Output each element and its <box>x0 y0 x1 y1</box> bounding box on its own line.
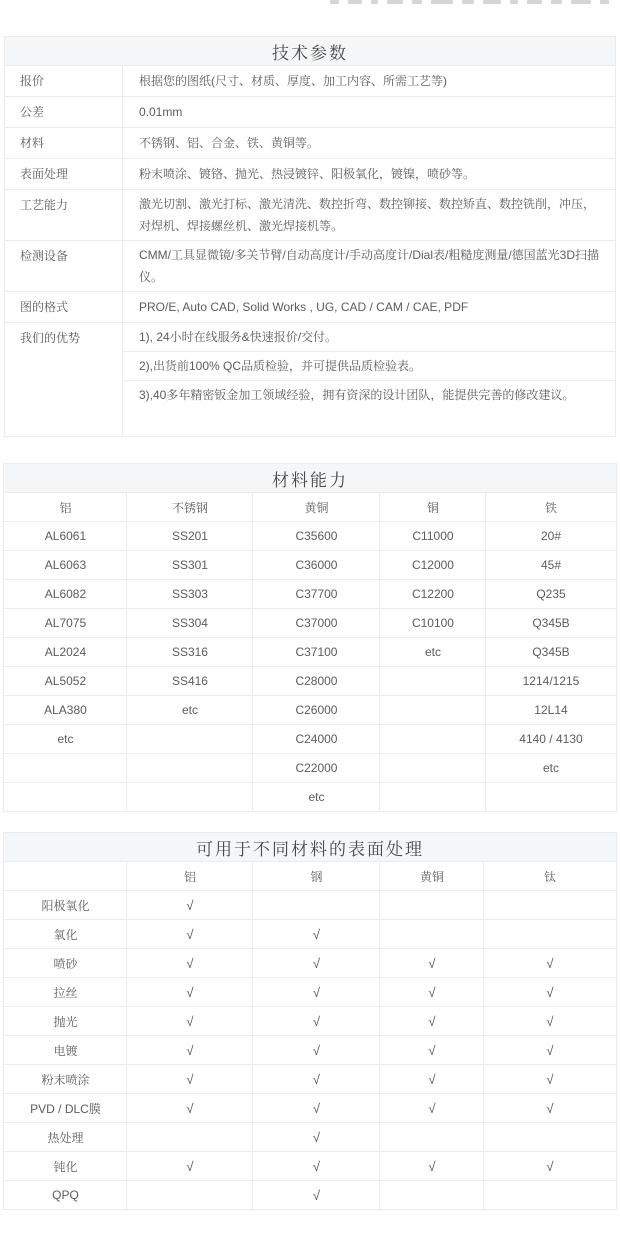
check-cell <box>484 920 616 949</box>
material-cell: C11000 <box>380 522 486 551</box>
material-cell: C37100 <box>253 638 380 667</box>
check-cell: √ <box>484 1152 616 1181</box>
check-cell: √ <box>253 1065 380 1094</box>
table-row <box>4 783 616 812</box>
column-header: 黄铜 <box>253 493 380 522</box>
check-cell <box>380 1123 484 1152</box>
material-cell: SS301 <box>127 551 253 580</box>
check-cell: √ <box>253 1152 380 1181</box>
check-cell: √ <box>484 949 616 978</box>
check-cell: √ <box>253 978 380 1007</box>
param-value: 不锈钢、铝、合金、铁、黄铜等。 <box>123 128 616 159</box>
table-row <box>4 891 616 920</box>
check-cell: √ <box>127 1065 253 1094</box>
material-cell: C10100 <box>380 609 486 638</box>
table-row <box>4 667 616 696</box>
table-row <box>4 609 616 638</box>
param-label: 我们的优势 <box>5 323 123 437</box>
param-label: 报价 <box>5 66 123 97</box>
advantage-item: 3),40多年精密钣金加工领域经验，拥有资深的设计团队，能提供完善的修改建议。 <box>123 381 616 437</box>
check-cell <box>127 1123 253 1152</box>
check-cell: √ <box>253 949 380 978</box>
column-header: 钛 <box>484 862 616 891</box>
material-cell: etc <box>486 754 616 783</box>
treatment-label: 热处理 <box>4 1123 127 1152</box>
param-value: 根据您的图纸(尺寸、材质、厚度、加工内容、所需工艺等) <box>123 66 616 97</box>
table-row <box>4 551 616 580</box>
check-cell: √ <box>253 1036 380 1065</box>
check-cell: √ <box>127 949 253 978</box>
material-cell: AL6082 <box>4 580 127 609</box>
check-cell: √ <box>127 920 253 949</box>
material-cell: SS416 <box>127 667 253 696</box>
treatment-label: 喷砂 <box>4 949 127 978</box>
treatment-label: 拉丝 <box>4 978 127 1007</box>
treatment-label: 抛光 <box>4 1007 127 1036</box>
material-cell <box>127 783 253 812</box>
check-cell <box>484 1123 616 1152</box>
material-cell <box>380 667 486 696</box>
material-cell: C26000 <box>253 696 380 725</box>
check-cell: √ <box>484 1007 616 1036</box>
param-value: PRO/E, Auto CAD, Solid Works , UG, CAD / CAM / CAE, PDF <box>123 292 616 323</box>
table-row <box>4 1123 616 1152</box>
material-cell: C35600 <box>253 522 380 551</box>
material-cell: etc <box>380 638 486 667</box>
column-header: 钢 <box>253 862 380 891</box>
param-label: 材料 <box>5 128 123 159</box>
check-cell: √ <box>127 891 253 920</box>
material-cell <box>380 725 486 754</box>
table-row <box>4 949 616 978</box>
param-value: 激光切割、激光打标、激光清洗、数控折弯、数控铆接、数控矫直、数控铣削，冲压，对焊机、焊接螺丝机、激光焊接机等。 <box>123 190 616 241</box>
check-cell <box>484 1181 616 1210</box>
param-label: 表面处理 <box>5 159 123 190</box>
check-cell: √ <box>127 1007 253 1036</box>
material-cell: C24000 <box>253 725 380 754</box>
check-cell: √ <box>380 949 484 978</box>
param-label: 工艺能力 <box>5 190 123 241</box>
check-cell: √ <box>253 1181 380 1210</box>
material-cell: AL2024 <box>4 638 127 667</box>
material-cell: C12000 <box>380 551 486 580</box>
surface-treatment-table <box>3 832 616 1210</box>
check-cell: √ <box>484 1065 616 1094</box>
param-label: 图的格式 <box>5 292 123 323</box>
material-cell <box>380 696 486 725</box>
check-cell: √ <box>484 1094 616 1123</box>
check-cell <box>380 1181 484 1210</box>
material-cell: C22000 <box>253 754 380 783</box>
check-cell <box>380 891 484 920</box>
check-cell: √ <box>380 1094 484 1123</box>
column-header: 铝 <box>4 493 127 522</box>
table-row <box>4 1181 616 1210</box>
column-header <box>4 862 127 891</box>
table-row <box>4 754 616 783</box>
param-value: 0.01mm <box>123 97 616 128</box>
check-cell: √ <box>380 1152 484 1181</box>
table-row <box>4 1036 616 1065</box>
material-cell: Q345B <box>486 609 616 638</box>
clipped-text-fragments <box>330 0 616 7</box>
check-cell: √ <box>253 1007 380 1036</box>
table-row <box>4 522 616 551</box>
param-label: 公差 <box>5 97 123 128</box>
column-header: 铝 <box>127 862 253 891</box>
material-cell <box>380 754 486 783</box>
treatment-label: QPQ <box>4 1181 127 1210</box>
material-cell: AL6063 <box>4 551 127 580</box>
check-cell: √ <box>380 978 484 1007</box>
treatment-label: 阳极氧化 <box>4 891 127 920</box>
table-row <box>4 978 616 1007</box>
material-cell: etc <box>4 725 127 754</box>
treatment-label: 钝化 <box>4 1152 127 1181</box>
check-cell <box>380 920 484 949</box>
advantage-item: 1), 24小时在线服务&快速报价/交付。 <box>123 323 616 352</box>
material-cell: etc <box>253 783 380 812</box>
check-cell <box>127 1181 253 1210</box>
table-row <box>4 920 616 949</box>
material-cell: Q345B <box>486 638 616 667</box>
material-cell <box>127 754 253 783</box>
table-row <box>4 1152 616 1181</box>
column-header: 黄铜 <box>380 862 484 891</box>
material-cell: C36000 <box>253 551 380 580</box>
param-value: CMM/工具显微镜/多关节臂/自动高度计/手动高度计/Dial表/粗糙度测量/德国蓝光3D扫描仪。 <box>123 241 616 292</box>
treatment-label: PVD / DLC膜 <box>4 1094 127 1123</box>
material-cell: 4140 / 4130 <box>486 725 616 754</box>
material-cell: SS316 <box>127 638 253 667</box>
check-cell: √ <box>253 920 380 949</box>
material-cell <box>486 783 616 812</box>
tech-params-title: 技术参数 <box>5 37 616 66</box>
table-row <box>4 1065 616 1094</box>
table-row <box>4 638 616 667</box>
material-cell: AL7075 <box>4 609 127 638</box>
check-cell: √ <box>127 1152 253 1181</box>
material-cell: 45# <box>486 551 616 580</box>
table-row <box>4 1094 616 1123</box>
advantage-item: 2),出货前100% QC品质检验，并可提供品质检验表。 <box>123 352 616 381</box>
material-cell: ALA380 <box>4 696 127 725</box>
material-cell: 1214/1215 <box>486 667 616 696</box>
column-header: 铜 <box>380 493 486 522</box>
material-cell: SS201 <box>127 522 253 551</box>
check-cell <box>253 891 380 920</box>
check-cell: √ <box>127 978 253 1007</box>
check-cell: √ <box>380 1007 484 1036</box>
material-cell: 20# <box>486 522 616 551</box>
material-cell: AL6061 <box>4 522 127 551</box>
check-cell: √ <box>253 1094 380 1123</box>
material-cell <box>4 754 127 783</box>
check-cell <box>484 891 616 920</box>
material-cell: Q235 <box>486 580 616 609</box>
check-cell: √ <box>484 1036 616 1065</box>
material-capability-table <box>3 463 616 812</box>
material-cell <box>4 783 127 812</box>
material-capability-title: 材料能力 <box>4 464 616 493</box>
material-cell: C37700 <box>253 580 380 609</box>
material-cell: AL5052 <box>4 667 127 696</box>
column-header: 不锈钢 <box>127 493 253 522</box>
treatment-label: 电镀 <box>4 1036 127 1065</box>
material-cell: SS303 <box>127 580 253 609</box>
material-cell: 12L14 <box>486 696 616 725</box>
check-cell: √ <box>127 1036 253 1065</box>
param-label: 检测设备 <box>5 241 123 292</box>
check-cell: √ <box>380 1065 484 1094</box>
tech-params-table <box>4 36 616 437</box>
material-cell: SS304 <box>127 609 253 638</box>
table-row <box>4 1007 616 1036</box>
param-value: 粉末喷涂、镀铬、抛光、热浸镀锌、阳极氧化，镀镍，喷砂等。 <box>123 159 616 190</box>
check-cell: √ <box>253 1123 380 1152</box>
check-cell: √ <box>484 978 616 1007</box>
material-cell: C12200 <box>380 580 486 609</box>
material-cell <box>380 783 486 812</box>
column-header: 铁 <box>486 493 616 522</box>
material-cell: C28000 <box>253 667 380 696</box>
material-cell <box>127 725 253 754</box>
treatment-label: 氧化 <box>4 920 127 949</box>
material-cell: etc <box>127 696 253 725</box>
material-cell: C37000 <box>253 609 380 638</box>
check-cell: √ <box>127 1094 253 1123</box>
table-row <box>4 696 616 725</box>
table-row <box>4 725 616 754</box>
treatment-label: 粉末喷涂 <box>4 1065 127 1094</box>
check-cell: √ <box>380 1036 484 1065</box>
table-row <box>4 580 616 609</box>
surface-treatment-title: 可用于不同材料的表面处理 <box>4 833 616 862</box>
